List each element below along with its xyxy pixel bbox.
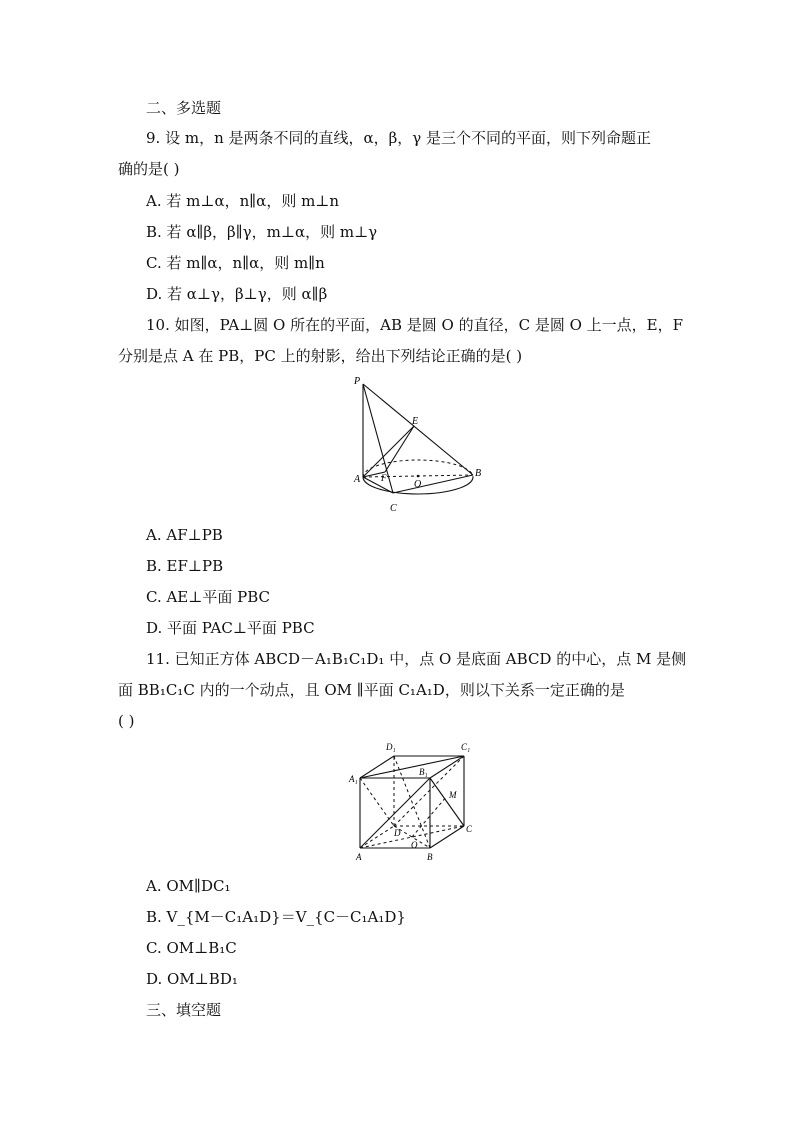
q11-option-b: B. V_{M－C₁A₁D}＝V_{C－C₁A₁D} xyxy=(146,908,406,926)
label-c: C xyxy=(390,503,397,514)
section-heading-multi: 二、多选题 xyxy=(146,99,222,117)
q9-option-d: D. 若 α⊥γ，β⊥γ，则 α∥β xyxy=(146,285,328,303)
label-a: A xyxy=(356,852,362,862)
label-b: B xyxy=(475,468,482,479)
label-b1: B₁ xyxy=(419,767,428,777)
diag-b1-c xyxy=(430,778,464,826)
label-o: O xyxy=(411,840,418,850)
circle-back-dashes xyxy=(363,460,473,477)
q9-option-c: C. 若 m∥α，n∥α，则 m∥n xyxy=(146,254,325,272)
edge-ac xyxy=(363,477,393,493)
edge-b-c xyxy=(430,826,464,848)
q11-stem-line3: ( ) xyxy=(118,712,135,730)
label-e: E xyxy=(412,416,419,427)
q10-option-b: B. EF⊥PB xyxy=(146,557,224,575)
label-o: O xyxy=(414,479,422,490)
diag-a1-d-dashed xyxy=(360,778,394,826)
edge-ae xyxy=(363,426,414,477)
edge-cb xyxy=(393,475,473,493)
q11-option-a: A. OM∥DC₁ xyxy=(146,877,231,895)
q9-stem-line2: 确的是( ) xyxy=(118,160,180,178)
q11-option-c: C. OM⊥B₁C xyxy=(146,939,237,957)
q10-stem-line2: 分别是点 A 在 PB，PC 上的射影，给出下列结论正确的是( ) xyxy=(118,347,523,365)
q10-option-c: C. AE⊥平面 PBC xyxy=(146,588,271,606)
label-c1: C₁ xyxy=(461,742,471,752)
label-a1: A₁ xyxy=(349,774,358,784)
q11-stem-line1: 11. 已知正方体 ABCD－A₁B₁C₁D₁ 中，点 O 是底面 ABCD 的中心，点 M 是侧 xyxy=(146,650,687,668)
center-o-dot xyxy=(417,475,420,478)
diag-a1-c1 xyxy=(360,756,464,778)
q11-stem-line2: 面 BB₁C₁C 内的一个动点，且 OM ∥平面 C₁A₁D，则以下关系一定正确的是 xyxy=(118,681,625,699)
q11-option-d: D. OM⊥BD₁ xyxy=(146,970,238,988)
edge-a-d-dashed xyxy=(360,826,394,848)
q9-stem-line1: 9. 设 m，n 是两条不同的直线，α，β，γ 是三个不同的平面，则下列命题正 xyxy=(146,129,652,147)
q10-option-a: A. AF⊥PB xyxy=(146,526,223,544)
label-d: D xyxy=(394,828,401,838)
label-a: A xyxy=(354,474,361,485)
section-heading-fill: 三、填空题 xyxy=(146,1001,222,1019)
label-m: M xyxy=(449,790,457,800)
edge-pb xyxy=(363,384,473,475)
label-d1: D₁ xyxy=(386,742,396,752)
label-p: P xyxy=(354,376,361,387)
q10-stem-line1: 10. 如图，PA⊥圆 O 所在的平面，AB 是圆 O 的直径，C 是圆 O 上一点，E，F xyxy=(146,316,684,334)
cube-figure xyxy=(348,736,478,866)
circle-dashed-back xyxy=(363,460,473,477)
cone-figure xyxy=(348,372,488,517)
label-c: C xyxy=(466,824,473,834)
edge-ef xyxy=(385,426,414,472)
q9-option-a: A. 若 m⊥α，n∥α，则 m⊥n xyxy=(146,192,340,210)
q10-option-d: D. 平面 PAC⊥平面 PBC xyxy=(146,619,315,637)
label-f: F xyxy=(381,473,387,483)
q9-option-b: B. 若 α∥β，β∥γ，m⊥α，则 m⊥γ xyxy=(146,223,378,241)
label-b: B xyxy=(427,852,433,862)
